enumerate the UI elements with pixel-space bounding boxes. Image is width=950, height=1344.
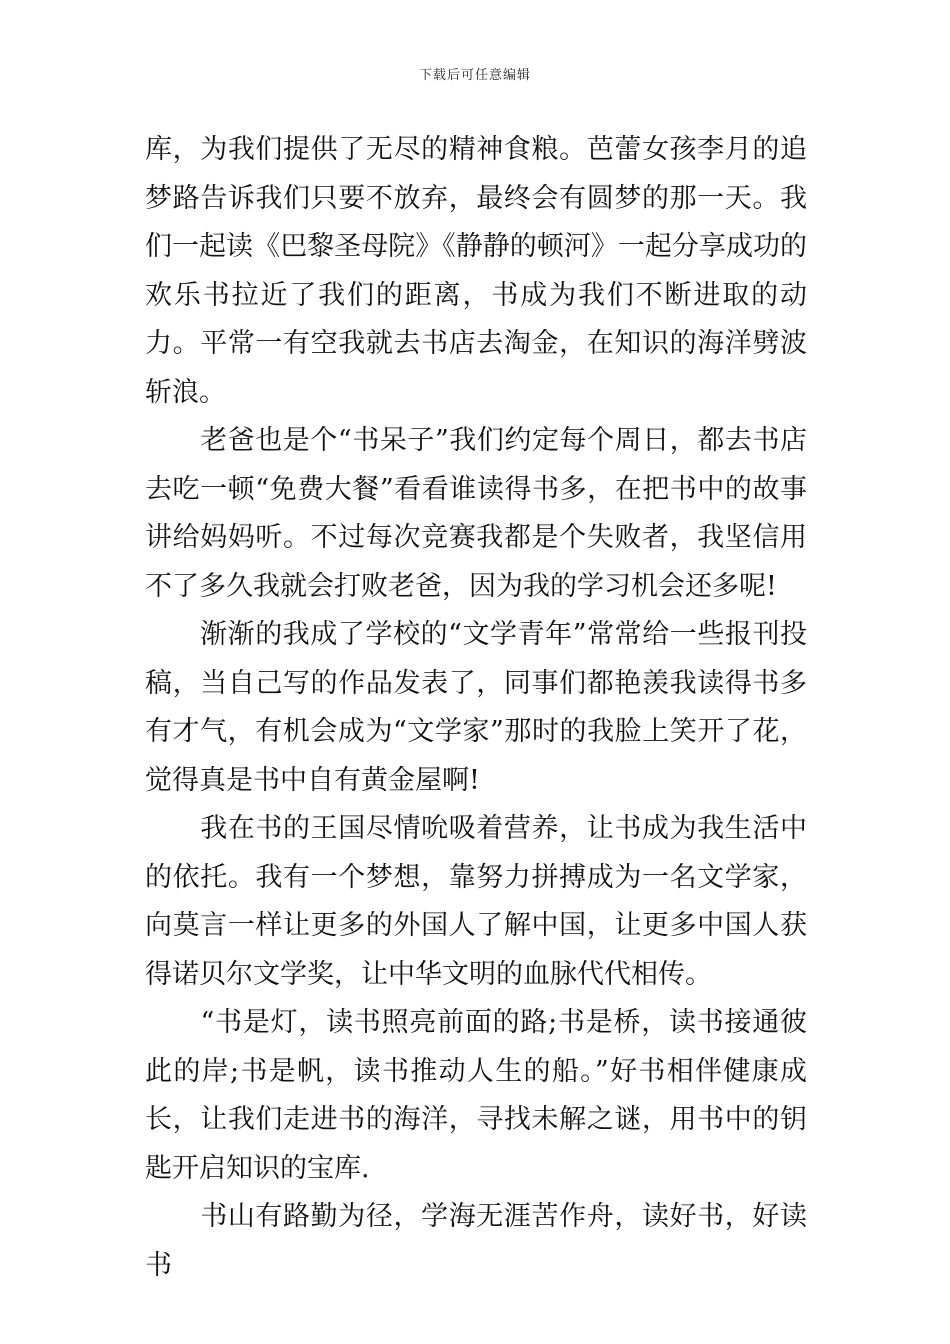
page-header: 下载后可任意编辑 (418, 68, 531, 83)
paragraph: 我在书的王国尽情吮吸着营养，让书成为我生活中的依托。我有一个梦想，靠努力拼搏成为一名文学家，向莫言一样让更多的外国人了解中国，让更多中国人获得诺贝尔文学奖，让中华文明的血脉代代相传。 (145, 813, 807, 990)
paragraph: 老爸也是个“书呆子”我们约定每个周日，都去书店去吃一顿“免费大餐”看看谁读得书多，在把书中的故事讲给妈妈听。不过每次竞赛我都是个失败者，我坚信用不了多久我就会打败老爸，因为我的学习机会还多呢! (145, 425, 807, 602)
paragraph: 渐渐的我成了学校的“文学青年”常常给一些报刊投稿，当自己写的作品发表了，同事们都艳羡我读得书多有才气，有机会成为“文学家”那时的我脸上笑开了花，觉得真是书中自有黄金屋啊! (145, 619, 807, 796)
paragraph: “书是灯，读书照亮前面的路;书是桥，读书接通彼此的岸;书是帆，读书推动人生的船。”好书相伴健康成长，让我们走进书的海洋，寻找未解之谜，用书中的钥匙开启知识的宝库. (145, 1007, 807, 1184)
document-body (145, 126, 807, 1290)
paragraph: 库，为我们提供了无尽的精神食粮。芭蕾女孩李月的追梦路告诉我们只要不放弃，最终会有圆梦的那一天。我们一起读《巴黎圣母院》《静静的顿河》一起分享成功的欢乐书拉近了我们的距离，书成为我们不断进取的动力。平常一有空我就去书店去淘金，在知识的海洋劈波斩浪。 (145, 134, 807, 408)
paragraph: 书山有路勤为径，学海无涯苦作舟，读好书，好读书 (145, 1201, 807, 1281)
